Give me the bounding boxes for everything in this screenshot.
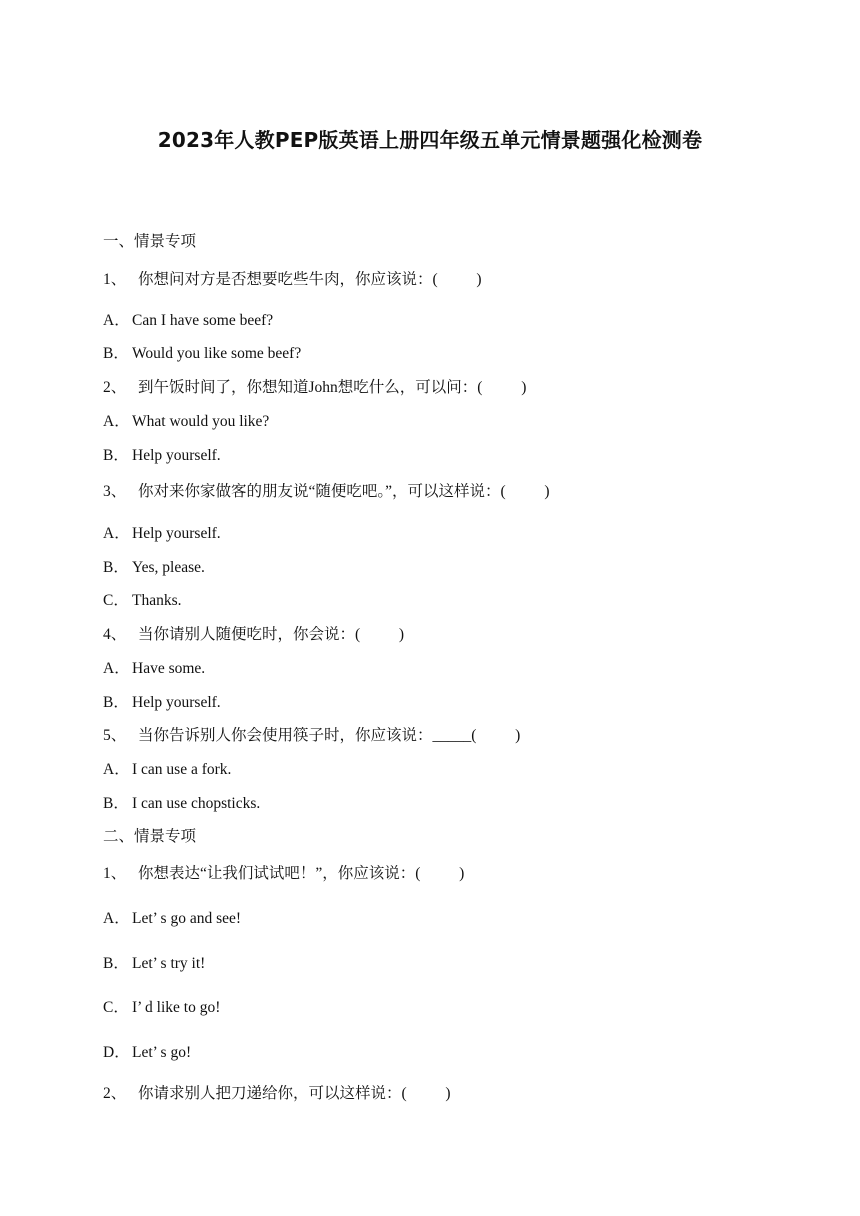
option-letter: A． (103, 910, 130, 927)
option-letter: A． (103, 413, 130, 430)
option (103, 760, 231, 780)
option (103, 446, 221, 466)
page-title: 2023年人教PEP版英语上册四年级五单元情景题强化检测卷 (157, 128, 703, 152)
option (103, 1043, 191, 1063)
question-number: 1、 (103, 865, 127, 882)
question-text: 你对来你家做客的朋友说“随便吃吧。”，可以这样说：( ) (138, 483, 550, 500)
question-text: 当你请别人随便吃时，你会说：( ) (138, 626, 405, 643)
option-letter: A． (103, 312, 130, 329)
option (103, 344, 301, 364)
option-text: Help yourself. (132, 525, 221, 542)
option-text: Yes, please. (132, 559, 205, 576)
question-2 (103, 1084, 451, 1104)
option-text: Would you like some beef? (132, 345, 302, 362)
option-text: Let’ s try it! (132, 955, 206, 972)
option-text: I can use a fork. (132, 761, 232, 778)
question-1 (103, 270, 482, 290)
option-text: I’ d like to go! (132, 999, 221, 1016)
section-heading: 一、情景专项 (103, 233, 197, 250)
option (103, 591, 182, 611)
option-letter: B． (103, 694, 129, 711)
option (103, 998, 220, 1018)
section-heading: 二、情景专项 (103, 828, 197, 845)
option-text: Let’ s go and see! (132, 910, 242, 927)
option-text: Have some. (132, 660, 206, 677)
option-letter: D． (103, 1044, 130, 1061)
option (103, 311, 273, 331)
question-5 (103, 726, 520, 746)
option-text: Help yourself. (132, 447, 221, 464)
question-2 (103, 378, 526, 398)
question-3 (103, 482, 550, 502)
question-number: 1、 (103, 271, 127, 288)
question-1 (103, 864, 464, 884)
option-letter: B． (103, 955, 129, 972)
question-number: 2、 (103, 1085, 127, 1102)
option (103, 909, 241, 929)
option-letter: A． (103, 761, 130, 778)
option-text: Help yourself. (132, 694, 221, 711)
option-text: Can I have some beef? (132, 312, 274, 329)
option (103, 954, 205, 974)
option-letter: C． (103, 592, 129, 609)
option-letter: A． (103, 660, 130, 677)
option-text: What would you like? (132, 413, 270, 430)
option-text: Let’ s go! (132, 1044, 192, 1061)
question-4 (103, 625, 404, 645)
option-text: I can use chopsticks. (132, 795, 261, 812)
option-text: Thanks. (132, 592, 182, 609)
question-text: 你想问对方是否想要吃些牛肉，你应该说：( ) (138, 271, 482, 288)
option (103, 558, 205, 578)
option (103, 794, 260, 814)
question-number: 4、 (103, 626, 127, 643)
question-text: 你想表达“让我们试试吧！”，你应该说：( ) (138, 865, 465, 882)
question-number: 3、 (103, 483, 127, 500)
option (103, 412, 269, 432)
option (103, 659, 205, 679)
option-letter: C． (103, 999, 129, 1016)
question-number: 2、 (103, 379, 127, 396)
option (103, 524, 221, 544)
question-text: 当你告诉别人你会使用筷子时，你应该说：_____( ) (138, 727, 521, 744)
option (103, 693, 221, 713)
option-letter: B． (103, 447, 129, 464)
question-text: 你请求别人把刀递给你，可以这样说：( ) (138, 1085, 451, 1102)
option-letter: B． (103, 345, 129, 362)
option-letter: B． (103, 559, 129, 576)
question-number: 5、 (103, 727, 127, 744)
option-letter: A． (103, 525, 130, 542)
question-text: 到午饭时间了，你想知道John想吃什么，可以问：( ) (138, 379, 527, 396)
option-letter: B． (103, 795, 129, 812)
